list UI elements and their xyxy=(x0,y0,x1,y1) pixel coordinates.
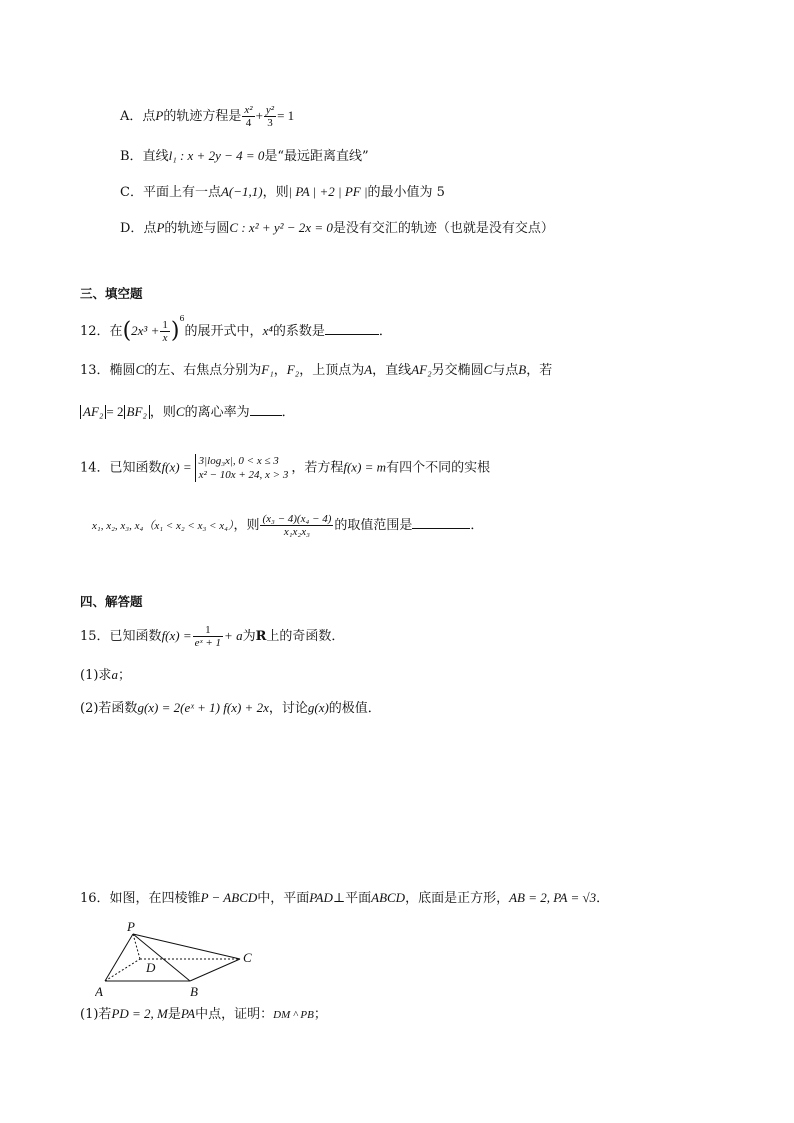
answer-blank[interactable] xyxy=(412,516,470,529)
question-12: 12．在(2x³ + $\frac{1}{x}$ )$^6$的展开式中，x⁴的系数是 ． xyxy=(80,314,392,344)
section-heading-fill-in: 三、填空题 xyxy=(80,286,143,301)
answer-blank[interactable] xyxy=(250,403,282,416)
answer-blank[interactable] xyxy=(325,322,379,335)
edge-AD xyxy=(105,959,140,981)
pyramid-figure xyxy=(95,920,265,1002)
fraction: $\frac{\text{(x₃ − 4)(x₄ − 4)}}{\text{x₁x₂x₃}}$ xyxy=(262,513,332,538)
question-14-line-1: 14．已知函数f(x) = 3|log₃x|, 0 < x ≤ 3 x² − 10x + 24, x > 3 ，若方程f(x) = m有四个不同的实根 xyxy=(80,455,491,481)
label-D: D xyxy=(146,960,156,975)
question-13-line-2: AF₂ = 2 BF₂ ，则C的离心率为 ． xyxy=(80,403,295,421)
fraction: $\frac{1}{\text{eˣ + 1}}$ xyxy=(194,624,222,649)
question-15-line-1: 15．已知函数f(x) = $\frac{1}{\text{eˣ + 1}}$ + a为R上的奇函数． xyxy=(80,624,345,649)
question-16-line-1: 16．如图，在四棱锥P − ABCD中，平面PAD⊥平面ABCD，底面是正方形，AB = 2, PA = √3． xyxy=(80,890,610,906)
q11-option-c: C．平面上有一点A(−1,1)，则| PA | +2 | PF |的最小值为 5 xyxy=(120,184,445,200)
label-C: C xyxy=(243,950,252,965)
label-P: P xyxy=(127,920,135,934)
q11-option-d: D．点P的轨迹与圆C : x² + y² − 2x = 0是没有交汇的轨迹（也就是没有交点） xyxy=(120,220,554,236)
piecewise-cases: 3|log₃x|, 0 < x ≤ 3 x² − 10x + 24, x > 3 xyxy=(195,454,289,482)
label-A: A xyxy=(95,984,103,999)
edge-PD xyxy=(133,934,140,959)
question-14-line-2: x₁, x₂, x₃, x₄（x₁ < x₂ < x₃ < x₄），则 $\frac{\text{(x₃ − 4)(x₄ − 4)}}{\text{x₁x₂x₃}}$ 的取值范围是 ． xyxy=(92,513,484,538)
q11-option-b: B．直线l₁ : x + 2y − 4 = 0是“最远距离直线” xyxy=(120,148,369,164)
edge-BC xyxy=(190,959,240,981)
question-16-part-1: (1)若PD = 2, M是PA中点，证明：DM ^ PB； xyxy=(80,1006,327,1022)
label-B: B xyxy=(190,984,198,999)
edge-PC xyxy=(133,934,240,959)
question-15-part-2: (2)若函数g(x) = 2(eˣ + 1) f(x) + 2x，讨论g(x)的极值． xyxy=(80,700,381,716)
q11-option-a: A．点P的轨迹方程是 $\frac{\text{x²}}{4}$ + $\frac{\text{y²}}{3}$ = 1 xyxy=(120,104,295,129)
section-heading-solutions: 四、解答题 xyxy=(80,594,143,609)
fraction: $\frac{1}{x}$ xyxy=(162,319,168,344)
fraction: $\frac{\text{x²}}{4}$ xyxy=(244,104,253,129)
question-15-part-1: (1)求a； xyxy=(80,667,131,683)
edge-PA xyxy=(105,934,133,981)
question-13-line-1: 13．椭圆C的左、右焦点分别为F₁，F₂，上顶点为A，直线AF₂另交椭圆C与点B，若 xyxy=(80,362,553,378)
fraction: $\frac{\text{y²}}{3}$ xyxy=(265,104,275,129)
